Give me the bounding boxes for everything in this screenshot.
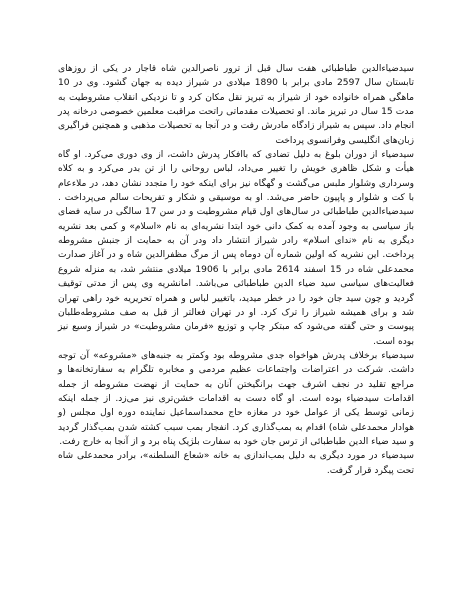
paragraph-birth-education: سیدضیاءالدین طباطبائی هفت سال قبل از ترور ناصرالدین شاه قاجار در یکی از روزهای تابستان سال 2597 مادی برابر با 1890 میلادی در شیراز دیده به جهان گشود. وی در 10 ماهگی همراه خانواده خود از شیراز به تبریز نقل مکان کرد و تا نزدیکی انقلاب مشروطیت به مدت 15 سال در تبریز ماند. او تحصیلات مقدماتی راتحت مراقبت معلمین خصوصی درخانه پدر انجام داد. سپس به شیراز زادگاه مادرش رفت و در آنجا به تحصیلات مذهبی و همچنین فراگیری زبان‌های انگلیسی وفرانسوی پرداخت [58,64,414,146]
paragraph-constitutional-activism: سیدضیاء برخلاف پدرش هواخواه جدی مشروطه بود وکمتر به جنبه‌های «مشروعه» آن توجه داشت. شرکت در اعتراضات واجتماعات عظیم مردمی و مخابره تلگرام به سفارتخانه‌ها و مراجع تقلید در نجف اشرف جهت برانگیختن آنان به حمایت از نهضت مشروطه از جمله اقدامات سیدضیاء بوده است. او گاه دست به اقدامات خشن‌تری نیز می‌زد. از جمله اینکه زمانی توسط یکی از عوامل خود در مغازه حاج محمداسماعیل نماینده دوره اول مجلس (و هوادار محمدعلی شاه) اقدام به بمب‌گذاری کرد. انفجار بمب سبب کشته شدن بمب‌گذار گردید و سید ضیاء الدین طباطبائی از ترس جان خود به سفارت بلژیک پناه برد و از آنجا به خارج رفت. [58,350,414,447]
paragraph-pursuit: سیدضیاء در مورد دیگری به دلیل بمب‌اندازی به خانه «شعاع السلطنه»، برادر محمدعلی شاه تحت پیگرد قرار گرفت. [58,451,414,476]
document-body [58,62,414,478]
paragraph-youth-journalism: سیدضیاء از دوران بلوغ به دلیل تضادی که باافکار پدرش داشت، از وی دوری می‌کرد. او گاه هیأت و شکل ظاهری خویش را تغییر می‌داد، لباس روحانی را از تن بدر می‌کرد و به کلاه وسرداری وشلوار ملبس می‌گشت و گهگاه نیز برای اینکه خود را متجدد نشان دهد، در ملاءعام با کت و شلوار و پاپیون حاضر می‌شد. او به موسیقی و شکار و تفریحات سالم می‌پرداخت . سیدضیاءالدین طباطبائی در سال‌های اول قیام مشروطیت و در سن 17 سالگی در سایه فضای باز سیاسی به وجود آمده به کمک دانی خود ابتدا نشریه‌ای به نام «اسلام» و کمی بعد نشریه دیگری به نام «ندای اسلام» رادر شیراز انتشار داد ودر آن به حمایت از جنبش مشروطه پرداخت. این نشریه که اولین شماره آن دوماه پس از مرگ مظفرالدین شاه و در آغاز صدارت محمدعلی شاه در 15 اسفند 2614 مادی برابر با 1906 میلادی منتشر شد، به منزله شروع فعالیت‌های سیاسی سید ضیاء الدین طباطبائی می‌باشد. امانشریه وی پس از مدتی توقیف گردید و چون سید جان خود را در خطر میدید، باتغییر لباس و همراه تحریریه خود راهی تهران شد و برای همیشه شیراز را ترک کرد. او در تهران فعالتر از قبل به صف مشروطه‌طلبان پیوست و حتی گفته می‌شود که مبتکر چاپ و توزیع «فرمان مشروطیت» در شیراز وسیع نیز بوده است. [58,150,415,347]
